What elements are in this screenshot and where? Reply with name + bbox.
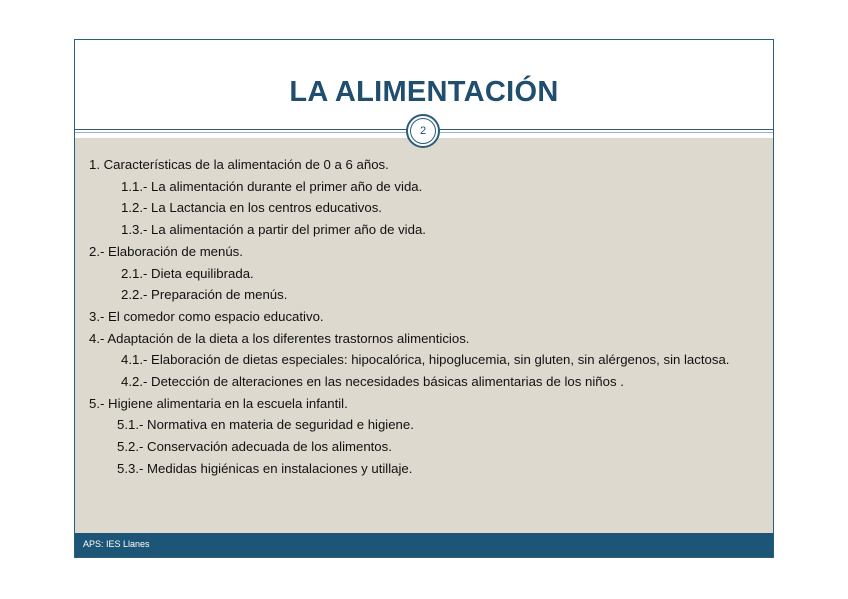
list-item: 5.2.- Conservación adecuada de los alimentos. <box>117 439 392 455</box>
list-item: 2.2.- Preparación de menús. <box>121 287 288 303</box>
footer-text: APS: IES Llanes <box>83 539 150 549</box>
list-item: 2.1.- Dieta equilibrada. <box>121 265 254 281</box>
list-item: 5.1.- Normativa en materia de seguridad e higiene. <box>117 417 414 433</box>
list-item: 1.3.- La alimentación a partir del primer año de vida. <box>121 222 426 238</box>
list-item: 4.2.- Detección de alteraciones en las necesidades básicas alimentarias de los niños . <box>121 374 624 390</box>
list-item: 1. Características de la alimentación de 0 a 6 años. <box>89 157 389 172</box>
footer-bar <box>75 533 773 557</box>
list-item: 2.- Elaboración de menús. <box>89 243 243 259</box>
content-area <box>75 138 773 535</box>
page-number: 2 <box>410 118 436 144</box>
slide <box>74 39 774 558</box>
list-item: 3.- El comedor como espacio educativo. <box>89 308 324 324</box>
list-item: 4.1.- Elaboración de dietas especiales: hipocalórica, hipoglucemia, sin gluten, sin alérgenos, sin lactosa. <box>121 352 730 368</box>
list-item: 5.3.- Medidas higiénicas en instalaciones y utillaje. <box>117 460 413 476</box>
outline-list <box>75 138 773 480</box>
list-item: 4.- Adaptación de la dieta a los diferentes trastornos alimenticios. <box>89 330 470 346</box>
slide-title: LA ALIMENTACIÓN <box>289 76 559 108</box>
page-number-badge <box>406 114 440 148</box>
list-item: 1.2.- La Lactancia en los centros educativos. <box>121 200 382 216</box>
list-item: 1.1.- La alimentación durante el primer año de vida. <box>121 178 423 194</box>
list-item: 5.- Higiene alimentaria en la escuela infantil. <box>89 395 348 411</box>
